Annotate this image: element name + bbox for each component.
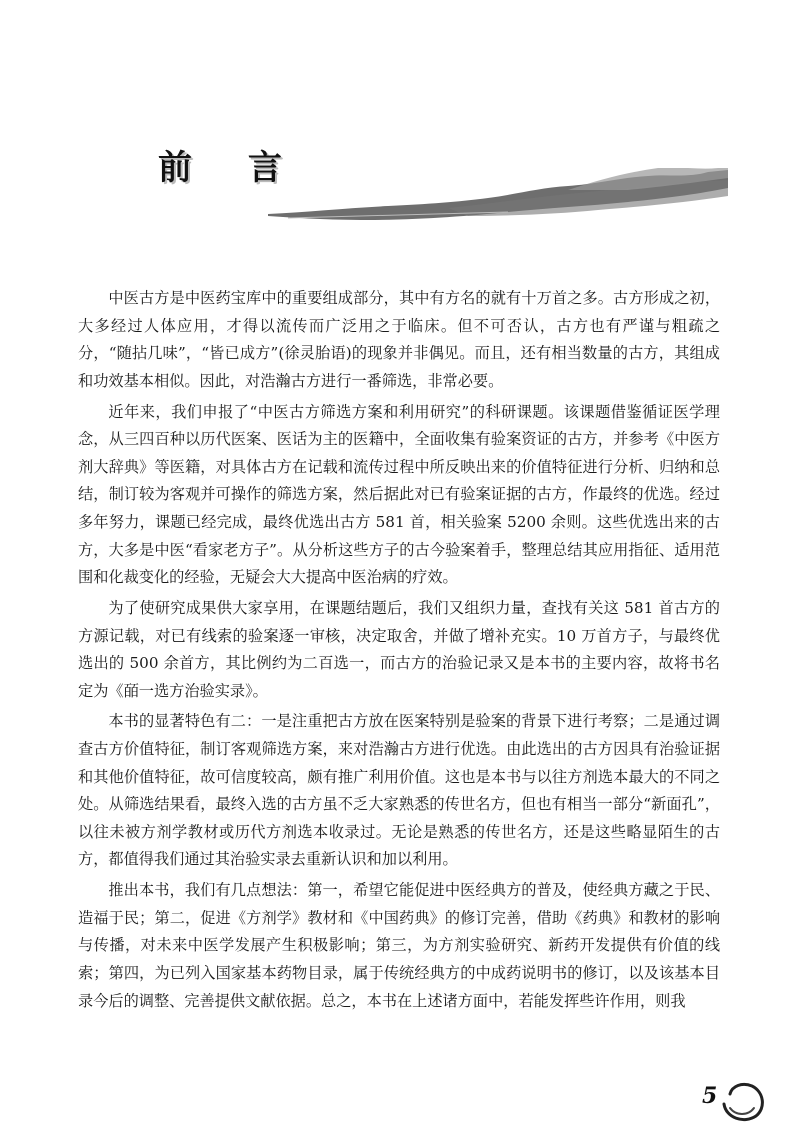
page-title: 前 言 — [158, 148, 304, 188]
paragraph-3: 为了使研究成果供大家享用，在课题结题后，我们又组织力量，查找有关这 581 首古方的方源记载，对已有线索的验案逐一审核，决定取舍，并做了增补充实。10 万首方子，与最终优选出的 500 余首方，其比例约为二百选一，而古方的治验记录又是本书的主要内容，故将书名定为《皕一选方治验实录》。 — [78, 598, 720, 700]
paragraph-5: 推出本书，我们有几点想法：第一，希望它能促进中医经典方的普及，使经典方藏之于民、造福于民；第二，促进《方剂学》教材和《中国药典》的修订完善，借助《药典》和教材的影响与传播，对未来中医学发展产生积极影响；第三，为方剂实验研究、新药开发提供有价值的线索；第四，为已列入国家基本药物目录，属于传统经典方的中成药说明书的修订，以及该基本目录今后的调整、完善提供文献依据。总之，本书在上述诸方面中，若能发挥些许作用，则我 — [78, 881, 720, 1010]
paragraph-2: 近年来，我们申报了“中医古方筛选方案和利用研究”的科研课题。该课题借鉴循证医学理念，从三四百种以历代医案、医话为主的医籍中，全面收集有验案资证的古方，并参考《中医方剂大辞典》等医籍，对具体古方在记载和流传过程中所反映出来的价值特征进行分析、归纳和总结，制订较为客观并可操作的筛选方案，然后据此对已有验案证据的古方，作最终的优选。经过多年努力，课题已经完成，最终优选出古方 581 首，相关验案 5200 余则。这些优选出来的古方，大多是中医“看家老方子”。从分析这些方子的古今验案着手，整理总结其应用指征、适用范围和化裁变化的经验，无疑会大大提高中医治病的疗效。 — [78, 402, 720, 587]
paragraph-1: 中医古方是中医药宝库中的重要组成部分，其中有方名的就有十万首之多。古方形成之初，大多经过人体应用，才得以流传而广泛用之于临床。但不可否认，古方也有严谨与粗疏之分，“随拈几味”，“皆已成方”(徐灵胎语)的现象并非偶见。而且，还有相当数量的古方，其组成和功效基本相似。因此，对浩瀚古方进行一番筛选，非常必要。 — [78, 289, 720, 390]
page-number: 5 — [702, 1083, 718, 1109]
mountain-ink-decoration — [268, 168, 728, 230]
paragraph-4: 本书的显著特色有二：一是注重把古方放在医案特别是验案的背景下进行考察；二是通过调查古方价值特征，制订客观筛选方案，来对浩瀚古方进行优选。由此选出的古方因具有治验证据和其他价值特征，故可信度较高，颇有推广利用价值。这也是本书与以往方剂选本最大的不同之处。从筛选结果看，最终入选的古方虽不乏大家熟悉的传世名方，但也有相当一部分“新面孔”，以往未被方剂学教材或历代方剂选本收录过。无论是熟悉的传世名方，还是这些略显陌生的古方，都值得我们通过其治验实录去重新认识和加以利用。 — [78, 712, 720, 869]
swirl-ornament — [716, 1074, 768, 1126]
preface-body — [78, 285, 720, 1018]
